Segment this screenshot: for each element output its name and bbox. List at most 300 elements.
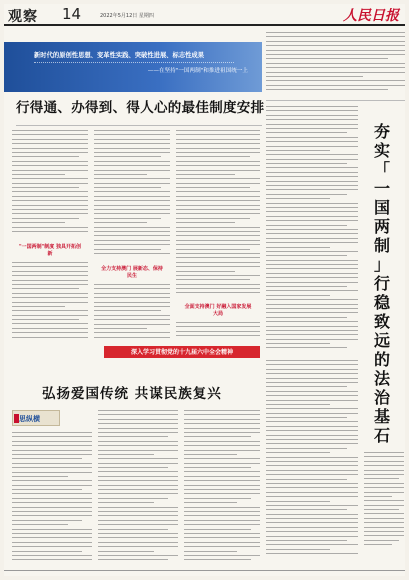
text-line	[266, 448, 347, 449]
footer-rule	[4, 570, 405, 571]
article2-headline: 弘扬爱国传统 共谋民族复兴	[42, 386, 222, 402]
text-line	[94, 170, 170, 171]
text-line	[266, 67, 405, 68]
text-line	[266, 369, 358, 370]
text-line	[266, 260, 358, 261]
text-line	[266, 426, 358, 427]
text-line	[94, 200, 170, 201]
text-line	[12, 130, 88, 131]
text-line	[98, 432, 178, 433]
text-line	[12, 209, 88, 210]
text-line	[364, 540, 399, 541]
text-line	[364, 487, 404, 488]
text-line	[266, 247, 330, 248]
text-line	[184, 467, 251, 468]
text-line	[266, 220, 358, 221]
text-line	[266, 518, 358, 519]
text-line	[12, 297, 88, 298]
text-line	[176, 275, 260, 276]
text-line	[184, 419, 260, 420]
text-line	[266, 373, 358, 374]
text-line	[12, 310, 88, 311]
text-line	[94, 332, 170, 333]
text-line	[266, 36, 405, 37]
text-line	[12, 187, 79, 188]
text-line	[266, 470, 358, 471]
text-line	[12, 196, 88, 197]
text-line	[176, 161, 260, 162]
text-line	[364, 470, 404, 471]
text-line	[94, 319, 170, 320]
text-line	[184, 502, 237, 503]
text-line	[266, 115, 358, 116]
text-line	[12, 218, 79, 219]
column-logo	[12, 410, 60, 426]
text-line	[94, 156, 161, 157]
text-line	[266, 124, 358, 125]
text-line	[98, 436, 168, 437]
text-line	[176, 209, 260, 210]
text-line	[266, 80, 405, 81]
text-line	[12, 302, 88, 303]
text-line	[266, 89, 388, 90]
text-line	[12, 529, 92, 530]
text-line	[98, 529, 168, 530]
text-line	[266, 233, 358, 234]
text-line	[266, 146, 358, 147]
text-line	[12, 174, 65, 175]
text-line	[12, 178, 88, 179]
text-line	[184, 432, 260, 433]
text-line	[184, 414, 260, 415]
text-line	[184, 428, 260, 429]
text-line	[12, 520, 82, 521]
text-line	[12, 515, 92, 516]
newspaper-logo: 人民日报	[343, 8, 399, 24]
text-line	[176, 222, 235, 223]
text-line	[12, 502, 92, 503]
text-line	[266, 119, 358, 120]
text-line	[176, 200, 260, 201]
text-line	[176, 191, 260, 192]
text-line	[94, 191, 170, 192]
text-line	[266, 514, 358, 515]
vertical-headline-char: 远	[373, 331, 390, 350]
text-line	[12, 213, 88, 214]
text-line	[176, 218, 250, 219]
article-column-3	[176, 130, 260, 300]
text-line	[266, 326, 358, 327]
text-line	[12, 511, 92, 512]
text-line	[266, 41, 405, 42]
text-line	[184, 441, 260, 442]
text-line	[94, 213, 170, 214]
text-line	[176, 326, 260, 327]
text-line	[266, 154, 358, 155]
article-subhead-1: "一国两制"制度 独具开拓创新	[19, 244, 81, 257]
text-line	[266, 286, 347, 287]
text-line	[364, 456, 404, 457]
text-line	[364, 518, 404, 519]
text-line	[176, 227, 260, 228]
text-line	[98, 471, 178, 472]
article-headline: 行得通、办得到、得人心的最佳制度安排	[16, 100, 265, 116]
text-line	[98, 511, 178, 512]
text-line	[94, 209, 170, 210]
right-column-text	[266, 106, 358, 356]
text-line	[184, 450, 260, 451]
text-line	[94, 130, 170, 131]
text-line	[12, 205, 88, 206]
text-line	[94, 174, 147, 175]
text-line	[12, 445, 92, 446]
text-line	[12, 191, 88, 192]
publication-date: 2022年5月12日 星期四	[100, 13, 154, 19]
text-line	[266, 185, 358, 186]
text-line	[12, 489, 82, 490]
text-line	[176, 235, 260, 236]
text-line	[12, 156, 79, 157]
text-line	[12, 148, 88, 149]
text-line	[364, 522, 404, 523]
text-line	[266, 242, 358, 243]
vertical-headline-char: 国	[373, 198, 390, 217]
text-line	[266, 295, 330, 296]
text-line	[266, 137, 358, 138]
text-line	[176, 156, 250, 157]
text-line	[266, 347, 347, 348]
text-line	[266, 501, 330, 502]
text-line	[176, 178, 260, 179]
text-line	[266, 85, 405, 86]
banner-divider	[34, 62, 234, 63]
text-line	[364, 492, 404, 493]
text-line	[176, 253, 260, 254]
text-line	[12, 227, 88, 228]
text-line	[266, 386, 347, 387]
article2-column-2	[98, 410, 178, 568]
text-line	[176, 183, 260, 184]
text-line	[12, 555, 92, 556]
text-line	[266, 531, 358, 532]
text-line	[266, 479, 347, 480]
text-line	[184, 546, 260, 547]
text-line	[176, 143, 260, 144]
text-line	[98, 463, 178, 464]
text-line	[94, 218, 161, 219]
text-line	[266, 110, 358, 111]
article-column-2	[94, 130, 170, 262]
text-line	[266, 45, 405, 46]
text-line	[12, 275, 88, 276]
text-line	[94, 328, 147, 329]
text-line	[12, 551, 82, 552]
section-name: 观察	[8, 9, 38, 25]
text-line	[266, 273, 358, 274]
text-line	[184, 498, 251, 499]
text-line	[98, 445, 178, 446]
text-line	[94, 253, 170, 254]
text-line	[266, 282, 358, 283]
text-line	[94, 293, 170, 294]
text-line	[266, 400, 358, 401]
vertical-headline-char: 的	[373, 350, 390, 369]
text-line	[266, 312, 358, 313]
text-line	[176, 134, 260, 135]
text-line	[266, 382, 358, 383]
vertical-headline-char: 致	[373, 312, 390, 331]
text-line	[94, 183, 170, 184]
text-line	[364, 500, 404, 501]
text-line	[266, 203, 358, 204]
text-line	[12, 152, 88, 153]
text-line	[266, 211, 358, 212]
text-line	[266, 268, 358, 269]
text-line	[176, 279, 250, 280]
text-line	[12, 458, 82, 459]
text-line	[266, 54, 405, 55]
text-line	[184, 480, 260, 481]
text-line	[12, 432, 92, 433]
text-line	[176, 322, 260, 323]
text-line	[364, 496, 392, 497]
text-line	[266, 430, 358, 431]
text-line	[176, 165, 260, 166]
right-column-tail	[364, 452, 404, 552]
text-line	[98, 419, 178, 420]
text-line	[98, 428, 178, 429]
text-line	[266, 299, 358, 300]
text-line	[94, 302, 170, 303]
right-vertical-headline	[364, 122, 400, 445]
text-line	[266, 150, 330, 151]
text-line	[12, 134, 88, 135]
text-line	[184, 485, 260, 486]
text-line	[364, 531, 404, 532]
text-line	[266, 176, 358, 177]
column-logo-text: 思纵横	[19, 415, 40, 423]
text-line	[266, 461, 358, 462]
text-line	[184, 533, 260, 534]
text-line	[98, 555, 178, 556]
vertical-headline-char: 制	[373, 236, 390, 255]
text-line	[94, 178, 170, 179]
text-line	[98, 476, 178, 477]
text-line	[98, 498, 168, 499]
text-line	[184, 458, 260, 459]
text-line	[184, 454, 237, 455]
text-line	[364, 513, 404, 514]
text-line	[12, 559, 92, 560]
text-line	[94, 235, 170, 236]
vertical-headline-char: 法	[373, 369, 390, 388]
text-line	[266, 339, 358, 340]
text-line	[98, 485, 178, 486]
text-line	[176, 331, 260, 332]
text-line	[266, 522, 358, 523]
text-line	[176, 284, 260, 285]
text-line	[266, 465, 358, 466]
text-line	[266, 321, 358, 322]
text-line	[98, 450, 178, 451]
text-line	[266, 544, 358, 545]
text-line	[176, 249, 250, 250]
text-line	[94, 310, 161, 311]
text-line	[94, 165, 170, 166]
text-line	[184, 520, 260, 521]
text-line	[266, 404, 330, 405]
vertical-headline-char: 」	[373, 255, 390, 274]
text-line	[266, 163, 347, 164]
masthead	[4, 4, 405, 26]
text-line	[94, 148, 170, 149]
text-line	[94, 222, 147, 223]
text-line	[266, 194, 347, 195]
article2-column-3	[184, 410, 260, 568]
text-line	[266, 421, 358, 422]
text-line	[176, 205, 260, 206]
text-line	[98, 559, 168, 560]
text-line	[266, 50, 405, 51]
text-line	[266, 189, 358, 190]
newspaper-page	[4, 4, 405, 576]
text-line	[266, 132, 347, 133]
text-line	[176, 187, 250, 188]
text-line	[94, 205, 170, 206]
text-line	[266, 76, 363, 77]
text-line	[184, 542, 260, 543]
text-line	[184, 423, 260, 424]
text-line	[12, 472, 92, 473]
text-line	[12, 546, 92, 547]
text-line	[266, 181, 358, 182]
text-line	[12, 170, 88, 171]
text-line	[12, 284, 88, 285]
vertical-headline-char: 石	[373, 426, 390, 445]
text-line	[184, 463, 260, 464]
text-line	[364, 465, 404, 466]
headline-rule	[16, 125, 262, 126]
vertical-headline-char: 「	[373, 160, 390, 179]
text-line	[266, 63, 405, 64]
vertical-headline-char: 两	[373, 217, 390, 236]
text-line	[12, 524, 68, 525]
banner-title: 新时代的原创性思想、变革性实践、突破性进展、标志性成果	[34, 52, 205, 59]
text-line	[266, 167, 358, 168]
right-intro-text	[266, 32, 405, 96]
text-line	[266, 364, 358, 365]
text-line	[176, 170, 260, 171]
text-line	[176, 266, 260, 267]
text-line	[98, 410, 178, 411]
text-line	[266, 172, 358, 173]
article-column-3b	[176, 322, 260, 342]
text-line	[98, 502, 154, 503]
text-line	[98, 414, 178, 415]
text-line	[266, 483, 358, 484]
text-line	[94, 187, 161, 188]
text-line	[12, 454, 92, 455]
vertical-headline-char: 夯	[373, 122, 390, 141]
text-line	[184, 445, 260, 446]
article-column-1b	[12, 262, 88, 342]
text-line	[266, 540, 347, 541]
text-line	[94, 284, 170, 285]
text-line	[176, 213, 260, 214]
text-line	[12, 306, 65, 307]
text-line	[12, 337, 88, 338]
text-line	[12, 139, 88, 140]
text-line	[184, 511, 260, 512]
text-line	[184, 493, 260, 494]
text-line	[266, 443, 358, 444]
text-line	[364, 505, 404, 506]
text-line	[184, 476, 260, 477]
text-line	[94, 152, 170, 153]
article2-column-1	[12, 432, 92, 568]
text-line	[266, 496, 358, 497]
vertical-headline-char: 基	[373, 407, 390, 426]
text-line	[176, 257, 260, 258]
text-line	[266, 207, 358, 208]
text-line	[98, 524, 178, 525]
text-line	[12, 436, 92, 437]
text-line	[266, 317, 347, 318]
article-subhead-2: 全力支持澳门 展新态、保持民生	[101, 266, 163, 279]
text-line	[94, 231, 170, 232]
text-line	[266, 439, 358, 440]
text-line	[266, 413, 358, 414]
text-line	[94, 196, 170, 197]
text-line	[98, 542, 178, 543]
text-line	[98, 441, 178, 442]
text-line	[176, 271, 235, 272]
text-line	[94, 244, 170, 245]
text-line	[12, 542, 92, 543]
text-line	[98, 520, 178, 521]
text-line	[12, 332, 88, 333]
campaign-bar-text: 深入学习贯彻党的十九届六中全会精神	[130, 349, 233, 356]
text-line	[12, 450, 92, 451]
text-line	[266, 487, 358, 488]
text-line	[94, 288, 170, 289]
text-line	[184, 559, 251, 560]
text-line	[266, 553, 358, 554]
text-line	[266, 408, 358, 409]
text-line	[12, 293, 88, 294]
text-line	[94, 161, 170, 162]
text-line	[94, 306, 170, 307]
text-line	[266, 128, 358, 129]
text-line	[98, 454, 154, 455]
text-line	[94, 143, 170, 144]
text-line	[98, 533, 178, 534]
text-line	[176, 148, 260, 149]
text-line	[266, 229, 358, 230]
text-line	[176, 139, 260, 140]
text-line	[94, 297, 170, 298]
text-line	[12, 498, 92, 499]
text-line	[12, 493, 92, 494]
text-line	[12, 161, 88, 162]
text-line	[266, 334, 358, 335]
text-line	[266, 238, 358, 239]
text-line	[94, 249, 161, 250]
text-line	[266, 536, 358, 537]
page-number: 14	[62, 5, 82, 23]
text-line	[184, 489, 260, 490]
text-line	[266, 32, 405, 33]
